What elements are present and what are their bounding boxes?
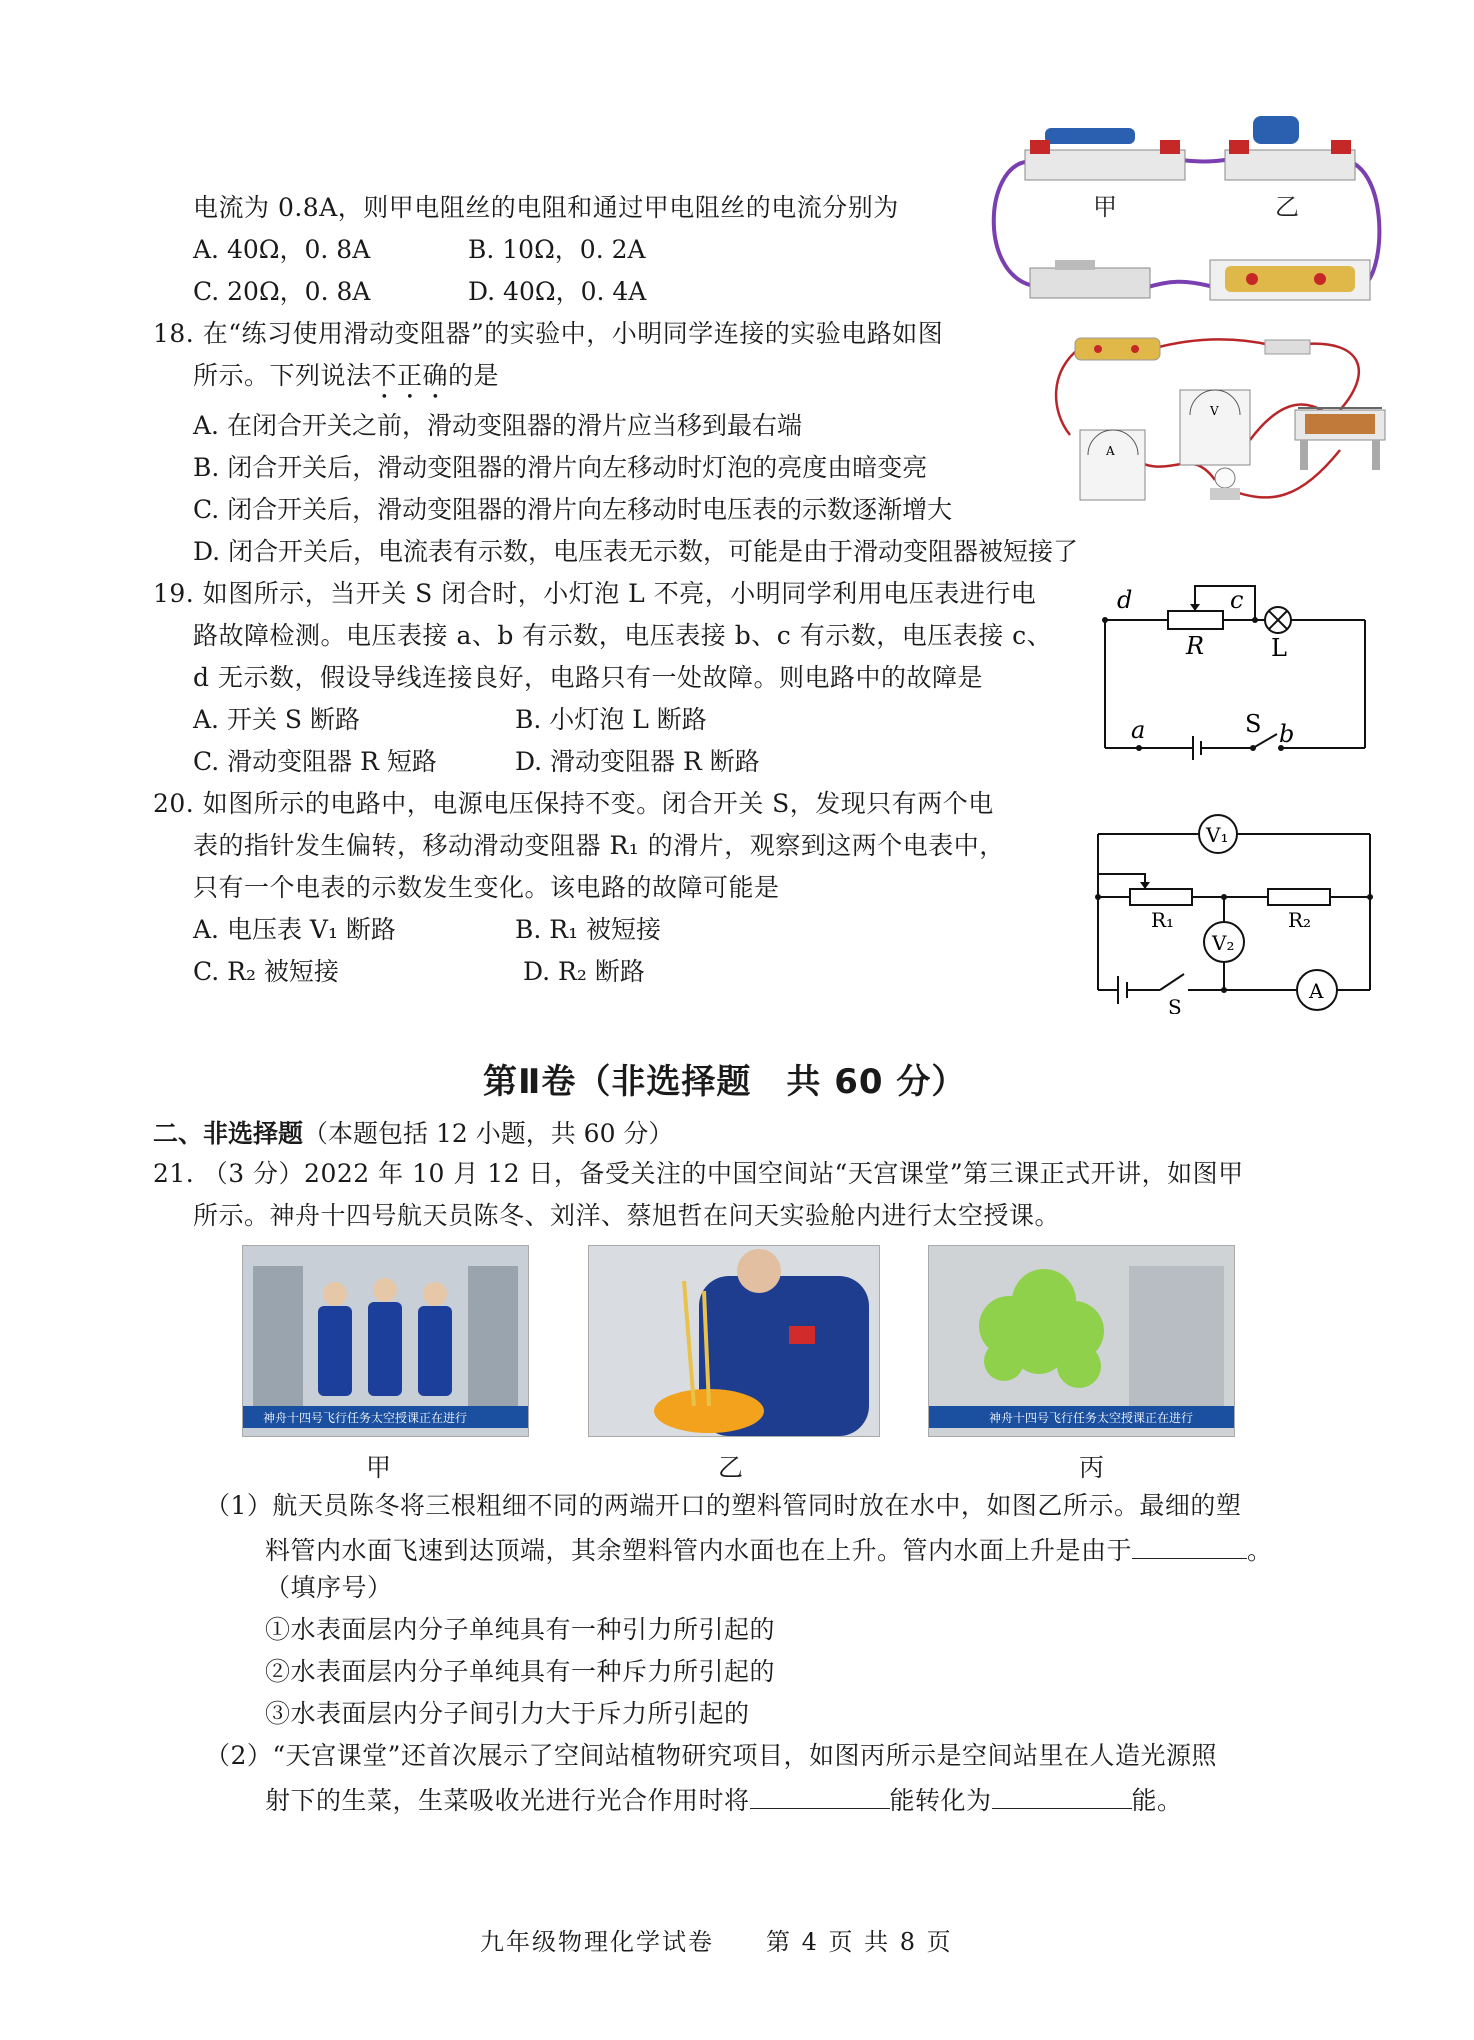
q20-label-r2: R₂ xyxy=(1288,908,1312,932)
q19-circuit-diagram xyxy=(1095,578,1380,763)
q21-stem-line2: 所示。神舟十四号航天员陈冬、刘洋、蔡旭哲在问天实验舱内进行太空授课。 xyxy=(193,1201,1061,1230)
q20-option-c: C. R₂ 被短接 xyxy=(193,957,339,986)
q19-label-r: R xyxy=(1186,632,1205,660)
q19-label-b: b xyxy=(1279,720,1295,748)
q21-part2-line1: （2）“天宫课堂”还首次展示了空间站植物研究项目，如图丙所示是空间站里在人造光源照 xyxy=(205,1741,1217,1770)
q20-label-v1: V₁ xyxy=(1206,823,1229,847)
section-heading-rest: （本题包括 12 小题，共 60 分） xyxy=(303,1119,674,1148)
q19-option-b: B. 小灯泡 L 断路 xyxy=(515,705,707,734)
q21-caption-jia: 甲 xyxy=(366,1453,392,1482)
q18-stem-post: 的是 xyxy=(448,361,500,390)
q21-part1-option-1: ①水表面层内分子单纯具有一种引力所引起的 xyxy=(265,1615,776,1644)
q18-stem-line1: 18. 在“练习使用滑动变阻器”的实验中，小明同学连接的实验电路如图 xyxy=(153,319,944,348)
section-heading xyxy=(153,1118,673,1150)
q20-label-v2: V₂ xyxy=(1212,931,1235,955)
q21-caption-yi: 乙 xyxy=(718,1453,744,1482)
q20-option-b: B. R₁ 被短接 xyxy=(515,915,662,944)
q20-stem-line2: 表的指针发生偏转，移动滑动变阻器 R₁ 的滑片，观察到这两个电表中， xyxy=(193,831,1005,860)
q19-stem-line3: d 无示数，假设导线连接良好，电路只有一处故障。则电路中的故障是 xyxy=(193,663,983,692)
q21-part2-line2-a: 射下的生菜，生菜吸收光进行光合作用时将 xyxy=(265,1786,750,1815)
q17-fig-label-jia: 甲 xyxy=(1093,193,1117,221)
svg-text:A: A xyxy=(1106,444,1115,458)
part2-title: 第Ⅱ卷（非选择题 共 60 分） xyxy=(483,1062,967,1102)
q21-part1-line1: （1）航天员陈冬将三根粗细不同的两端开口的塑料管同时放在水中，如图乙所示。最细的塑 xyxy=(205,1491,1242,1520)
q19-option-a: A. 开关 S 断路 xyxy=(193,705,360,734)
svg-text:V: V xyxy=(1210,404,1219,418)
q21-photo-jia xyxy=(242,1245,529,1437)
q17-option-c: C. 20Ω，0. 8A xyxy=(193,277,371,306)
section-heading-bold: 二、非选择题 xyxy=(153,1119,304,1148)
q18-option-c: C. 闭合开关后，滑动变阻器的滑片向左移动时电压表的示数逐渐增大 xyxy=(193,495,953,524)
q21-photo-bing-banner: 神舟十四号飞行任务太空授课正在进行 xyxy=(989,1411,1194,1425)
q18-option-d: D. 闭合开关后，电流表有示数，电压表无示数，可能是由于滑动变阻器被短接了 xyxy=(193,537,1079,566)
page-footer: 九年级物理化学试卷 第 4 页 共 8 页 xyxy=(480,1928,953,1956)
q17-option-b: B. 10Ω，0. 2A xyxy=(468,235,646,264)
q19-label-d: d xyxy=(1117,586,1133,614)
q21-part2-line2-b: 能转化为 xyxy=(889,1786,992,1815)
q21-part1-answer-blank[interactable] xyxy=(1132,1532,1247,1559)
q18-circuit-photo xyxy=(1040,330,1390,510)
q21-photo-bing xyxy=(928,1245,1235,1437)
q17-option-d: D. 40Ω，0. 4A xyxy=(468,277,647,306)
q18-stem-line2 xyxy=(193,360,499,405)
q17-fig-label-yi: 乙 xyxy=(1275,193,1299,221)
q19-stem-line1: 19. 如图所示，当开关 S 闭合时，小灯泡 L 不亮，小明同学利用电压表进行电 xyxy=(153,579,1037,608)
q21-photo-jia-banner: 神舟十四号飞行任务太空授课正在进行 xyxy=(263,1411,468,1425)
q19-label-s: S xyxy=(1245,710,1262,738)
q21-part1-option-2: ②水表面层内分子单纯具有一种斥力所引起的 xyxy=(265,1657,776,1686)
q21-part1-line2-text: 料管内水面飞速到达顶端，其余塑料管内水面也在上升。管内水面上升是由于 xyxy=(265,1536,1133,1565)
q21-part1-fill-hint: （填序号） xyxy=(265,1573,393,1602)
q21-part2-answer-blank-1[interactable] xyxy=(750,1782,890,1809)
q21-part1-line2-end: 。 xyxy=(1247,1536,1273,1565)
q21-part2-line2-c: 能。 xyxy=(1131,1786,1183,1815)
q18-option-a: A. 在闭合开关之前，滑动变阻器的滑片应当移到最右端 xyxy=(193,411,802,440)
q21-part2-line2 xyxy=(265,1782,1183,1817)
q19-label-l: L xyxy=(1271,634,1287,662)
q21-part1-option-3: ③水表面层内分子间引力大于斥力所引起的 xyxy=(265,1699,750,1728)
q18-option-b: B. 闭合开关后，滑动变阻器的滑片向左移动时灯泡的亮度由暗变亮 xyxy=(193,453,928,482)
q20-option-d: D. R₂ 断路 xyxy=(523,957,645,986)
q20-option-a: A. 电压表 V₁ 断路 xyxy=(193,915,396,944)
q21-caption-bing: 丙 xyxy=(1079,1453,1105,1482)
q20-stem-line1: 20. 如图所示的电路中，电源电压保持不变。闭合开关 S，发现只有两个电 xyxy=(153,789,994,818)
q21-stem-line1: 21. （3 分）2022 年 10 月 12 日，备受关注的中国空间站“天宫课堂”第三课正式开讲，如图甲 xyxy=(153,1159,1244,1188)
q21-part2-answer-blank-2[interactable] xyxy=(992,1782,1132,1809)
q17-stem: 电流为 0.8A，则甲电阻丝的电阻和通过甲电阻丝的电流分别为 xyxy=(193,193,899,222)
q20-circuit-diagram xyxy=(1090,804,1380,1014)
q19-label-a: a xyxy=(1131,716,1146,744)
q20-stem-line3: 只有一个电表的示数发生变化。该电路的故障可能是 xyxy=(193,873,780,902)
q19-stem-line2: 路故障检测。电压表接 a、b 有示数，电压表接 b、c 有示数，电压表接 c、 xyxy=(193,621,1053,650)
q19-option-c: C. 滑动变阻器 R 短路 xyxy=(193,747,437,776)
q19-option-d: D. 滑动变阻器 R 断路 xyxy=(515,747,760,776)
q21-part1-line2 xyxy=(265,1532,1273,1567)
q21-photo-yi xyxy=(588,1245,880,1437)
q20-label-a: A xyxy=(1309,979,1324,1003)
q17-circuit-photo xyxy=(985,110,1385,310)
q20-label-s: S xyxy=(1168,995,1182,1014)
q18-stem-pre: 所示。下列说法 xyxy=(193,361,372,390)
q19-label-c: c xyxy=(1230,586,1244,614)
q18-emphasis-not-correct: 不正确 xyxy=(371,361,449,390)
q17-option-a: A. 40Ω，0. 8A xyxy=(193,235,371,264)
q20-label-r1: R₁ xyxy=(1151,908,1175,932)
